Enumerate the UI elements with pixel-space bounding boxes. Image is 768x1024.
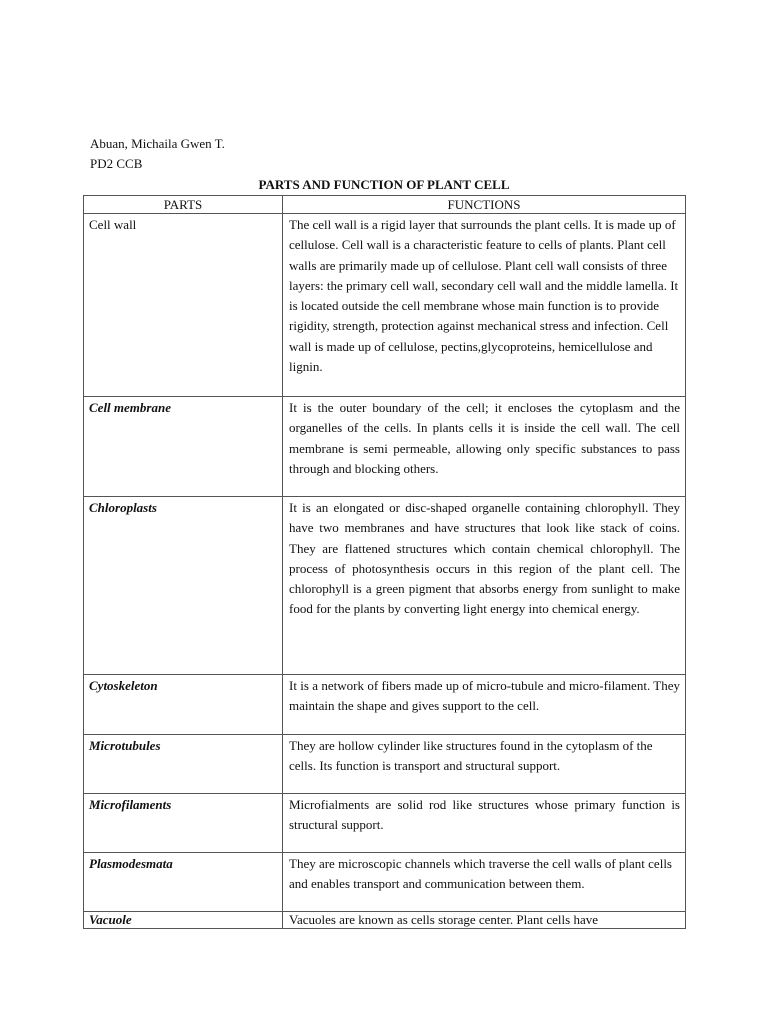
column-header-parts: PARTS [84,196,283,214]
parts-functions-table [83,195,686,929]
table-row [84,735,686,794]
part-chloroplasts: Chloroplasts [84,497,283,675]
table-row [84,675,686,735]
table-row [84,397,686,497]
table-row [84,214,686,397]
part-microtubules: Microtubules [84,735,283,794]
function-plasmodesmata: They are microscopic channels which traverse the cell walls of plant cells and enables transport and communication between them. [283,853,686,912]
document-title: PARTS AND FUNCTION OF PLANT CELL [258,177,510,192]
part-cell-wall: Cell wall [84,214,283,397]
function-cell-membrane: It is the outer boundary of the cell; it encloses the cytoplasm and the organelles of the cells. In plants cells it is inside the cell wall. The cell membrane is semi permeable, allowing only specific substances to pass through and blocking others. [283,397,686,497]
function-vacuole: Vacuoles are known as cells storage center. Plant cells have [283,912,686,929]
table-row [84,912,686,929]
class-section: PD2 CCB [90,156,143,171]
function-microtubules: They are hollow cylinder like structures found in the cytoplasm of the cells. Its function is transport and structural support. [283,735,686,794]
part-microfilaments: Microfilaments [84,794,283,853]
function-chloroplasts: It is an elongated or disc-shaped organelle containing chlorophyll. They have two membranes and have structures that look like stack of coins. They are flattened structures which contain chemical chlorophyll. The process of photosynthesis occurs in this region of the plant cell. The chlorophyll is a green pigment that absorbs energy from sunlight to make food for the plants by converting light energy into chemical energy. [283,497,686,675]
column-header-functions: FUNCTIONS [283,196,686,214]
part-plasmodesmata: Plasmodesmata [84,853,283,912]
function-cell-wall: The cell wall is a rigid layer that surrounds the plant cells. It is made up of cellulose. Cell wall is a characteristic feature to cells of plants. Plant cell walls are primarily made up of cellulose. Plant cell wall consists of three layers: the primary cell wall, secondary cell wall and the middle lamella. It is located outside the cell membrane whose main function is to provide rigidity, strength, protection against mechanical stress and infection. Cell wall is made up of cellulose, pectins,glycoproteins, hemicellulose and lignin. [283,214,686,397]
part-cytoskeleton: Cytoskeleton [84,675,283,735]
table-row [84,794,686,853]
table-header-row [84,196,686,214]
function-cytoskeleton: It is a network of fibers made up of micro-tubule and micro-filament. They maintain the shape and gives support to the cell. [283,675,686,735]
table-row [84,497,686,675]
part-vacuole: Vacuole [84,912,283,929]
function-microfilaments: Microfialments are solid rod like structures whose primary function is structural support. [283,794,686,853]
author-name: Abuan, Michaila Gwen T. [90,136,225,151]
table-row [84,853,686,912]
part-cell-membrane: Cell membrane [84,397,283,497]
